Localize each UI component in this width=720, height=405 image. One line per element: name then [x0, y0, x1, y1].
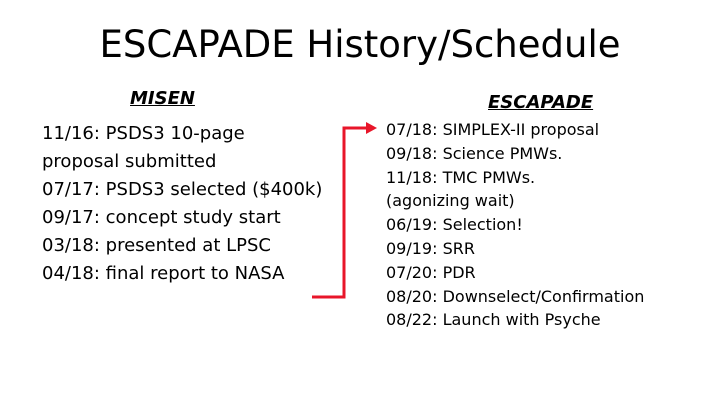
list-item: (agonizing wait) [386, 191, 515, 211]
escapade-heading: ESCAPADE [488, 92, 594, 113]
list-item: 09/19: SRR [386, 238, 475, 258]
arrow-head [366, 122, 377, 134]
list-item: 04/18: final report to NASA [42, 263, 285, 284]
list-item: 07/18: SIMPLEX-II proposal [386, 120, 600, 139]
list-item: 11/18: TMC PMWs. [386, 167, 536, 187]
list-item: 07/20: PDR [386, 262, 476, 282]
slide-title: ESCAPADE History/Schedule [99, 23, 621, 66]
list-item: 11/16: PSDS3 10-page [42, 123, 245, 144]
misen-heading: MISEN [130, 88, 195, 109]
list-item: 03/18: presented at LPSC [42, 235, 271, 256]
list-item: 09/17: concept study start [42, 207, 281, 228]
connector-line [312, 128, 366, 297]
list-item: proposal submitted [42, 151, 217, 172]
list-item: 07/17: PSDS3 selected ($400k) [42, 179, 323, 200]
list-item: 06/19: Selection! [386, 215, 523, 235]
list-item: 09/18: Science PMWs. [386, 143, 563, 163]
list-item: 08/22: Launch with Psyche [386, 310, 601, 330]
list-item: 08/20: Downselect/Confirmation [386, 286, 645, 306]
